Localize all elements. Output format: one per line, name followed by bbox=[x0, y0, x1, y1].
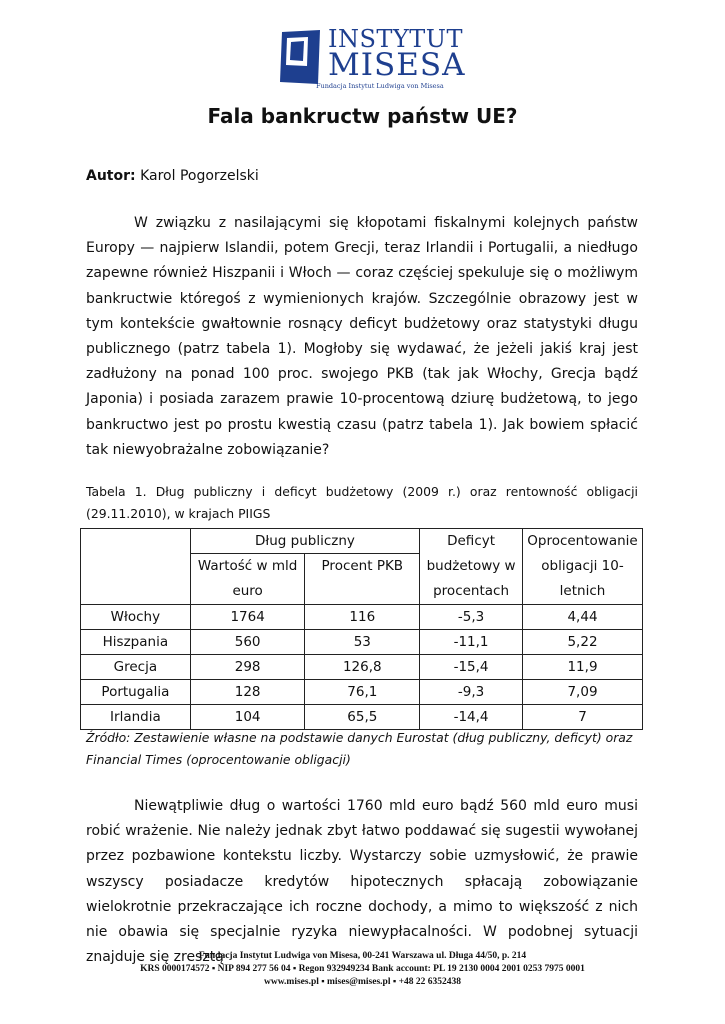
page-footer bbox=[0, 950, 725, 989]
table-row bbox=[81, 705, 643, 730]
table-source-note: Źródło: Zestawienie własne na podstawie danych Eurostat (dług publiczny, deficyt) oraz Financial Times (oprocentowanie obligacji) bbox=[86, 730, 633, 767]
logo-subtitle: Fundacja Instytut Ludwiga von Misesa bbox=[316, 82, 444, 90]
author-name: Karol Pogorzelski bbox=[140, 168, 259, 184]
table-row bbox=[81, 605, 643, 630]
cell-percent: 65,5 bbox=[305, 705, 420, 730]
cell-yield: 7,09 bbox=[523, 680, 643, 705]
cell-yield: 11,9 bbox=[523, 655, 643, 680]
cell-value: 1764 bbox=[190, 605, 305, 630]
author-label: Autor: bbox=[86, 168, 136, 184]
paragraph-2-text: Niewątpliwie dług o wartości 1760 mld euro bądź 560 mld euro musi robić wrażenie. Nie należy jednak zbyt łatwo poddawać się sugestii wywołanej przez pozbawione kontekstu liczby. Wystarczy sobie uzmysłowić, że prawie wszyscy posiadacze kredytów hipotecznych spłacają zobowiązanie wielokrotnie przekraczające ich roczne dochody, a mimo to większość z nich nie obawia się specjalnie ryzyka niewypłacalności. W podobnej sytuacji znajduje się zresztą bbox=[86, 798, 638, 966]
header-percent: Procent PKB bbox=[305, 554, 420, 605]
debt-table bbox=[80, 528, 643, 730]
logo-title-line2: MISESA bbox=[328, 47, 466, 83]
cell-country: Włochy bbox=[81, 605, 191, 630]
footer-contact: www.mises.pl ▪ mises@mises.pl ▪ +48 22 6352438 bbox=[263, 977, 461, 987]
table-row bbox=[81, 655, 643, 680]
cell-country: Irlandia bbox=[81, 705, 191, 730]
institute-logo bbox=[278, 25, 466, 94]
cell-deficit: -9,3 bbox=[420, 680, 523, 705]
paragraph-2 bbox=[86, 794, 638, 970]
cell-percent: 116 bbox=[305, 605, 420, 630]
footer-address: Fundacja Instytut Ludwiga von Misesa, 00-241 Warszawa ul. Długa 44/50, p. 214 bbox=[198, 951, 527, 961]
cell-country: Hiszpania bbox=[81, 630, 191, 655]
cell-percent: 76,1 bbox=[305, 680, 420, 705]
cell-value: 298 bbox=[190, 655, 305, 680]
cell-yield: 4,44 bbox=[523, 605, 643, 630]
author-line bbox=[86, 168, 259, 184]
cell-country: Portugalia bbox=[81, 680, 191, 705]
logo-mark-icon bbox=[278, 28, 324, 86]
cell-value: 104 bbox=[190, 705, 305, 730]
document-title: Fala bankructw państw UE? bbox=[207, 104, 518, 128]
cell-value: 560 bbox=[190, 630, 305, 655]
header-yield: Oprocentowanie obligacji 10-letnich bbox=[523, 529, 643, 605]
cell-percent: 126,8 bbox=[305, 655, 420, 680]
paragraph-1 bbox=[86, 211, 638, 463]
table-caption: Tabela 1. Dług publiczny i deficyt budżetowy (2009 r.) oraz rentowność obligacji (29.11.2010), w krajach PIIGS bbox=[86, 484, 638, 521]
logo-title-line1: INSTYTUT bbox=[328, 25, 464, 53]
paragraph-1-text: W związku z nasilającymi się kłopotami fiskalnymi kolejnych państw Europy — najpierw Islandii, potem Grecji, teraz Irlandii i Portugalii, a niedługo zapewne również Hiszpanii i Włoch — coraz częściej spekuluje się o możliwym bankructwie któregoś z wymienionych krajów. Szczególnie obrazowy jest w tym kontekście gwałtownie rosnący deficyt budżetowy oraz statystyki długu publicznego (patrz tabela 1). Mogłoby się wydawać, że jeżeli jakiś kraj jest zadłużony na ponad 100 proc. swojego PKB (tak jak Włochy, Grecja bądź Japonia) i posiada zarazem prawie 10-procentową dziurę budżetową, to jego bankructwo jest po prostu kwestią czasu (patrz tabela 1). Jak bowiem spłacić tak niewyobrażalne zobowiązanie? bbox=[86, 215, 638, 458]
table-row bbox=[81, 680, 643, 705]
table-row bbox=[81, 630, 643, 655]
footer-registration: KRS 0000174572 ▪ NIP 894 277 56 04 ▪ Regon 932949234 Bank account: PL 19 2130 0004 2001 0253 7975 0001 bbox=[140, 964, 585, 974]
cell-yield: 5,22 bbox=[523, 630, 643, 655]
cell-deficit: -5,3 bbox=[420, 605, 523, 630]
cell-deficit: -14,4 bbox=[420, 705, 523, 730]
header-value: Wartość w mld euro bbox=[190, 554, 305, 605]
cell-percent: 53 bbox=[305, 630, 420, 655]
cell-country: Grecja bbox=[81, 655, 191, 680]
cell-deficit: -15,4 bbox=[420, 655, 523, 680]
table-corner-cell bbox=[81, 529, 191, 605]
cell-value: 128 bbox=[190, 680, 305, 705]
header-deficit: Deficyt budżetowy w procentach bbox=[420, 529, 523, 605]
header-debt: Dług publiczny bbox=[190, 529, 419, 554]
cell-yield: 7 bbox=[523, 705, 643, 730]
cell-deficit: -11,1 bbox=[420, 630, 523, 655]
